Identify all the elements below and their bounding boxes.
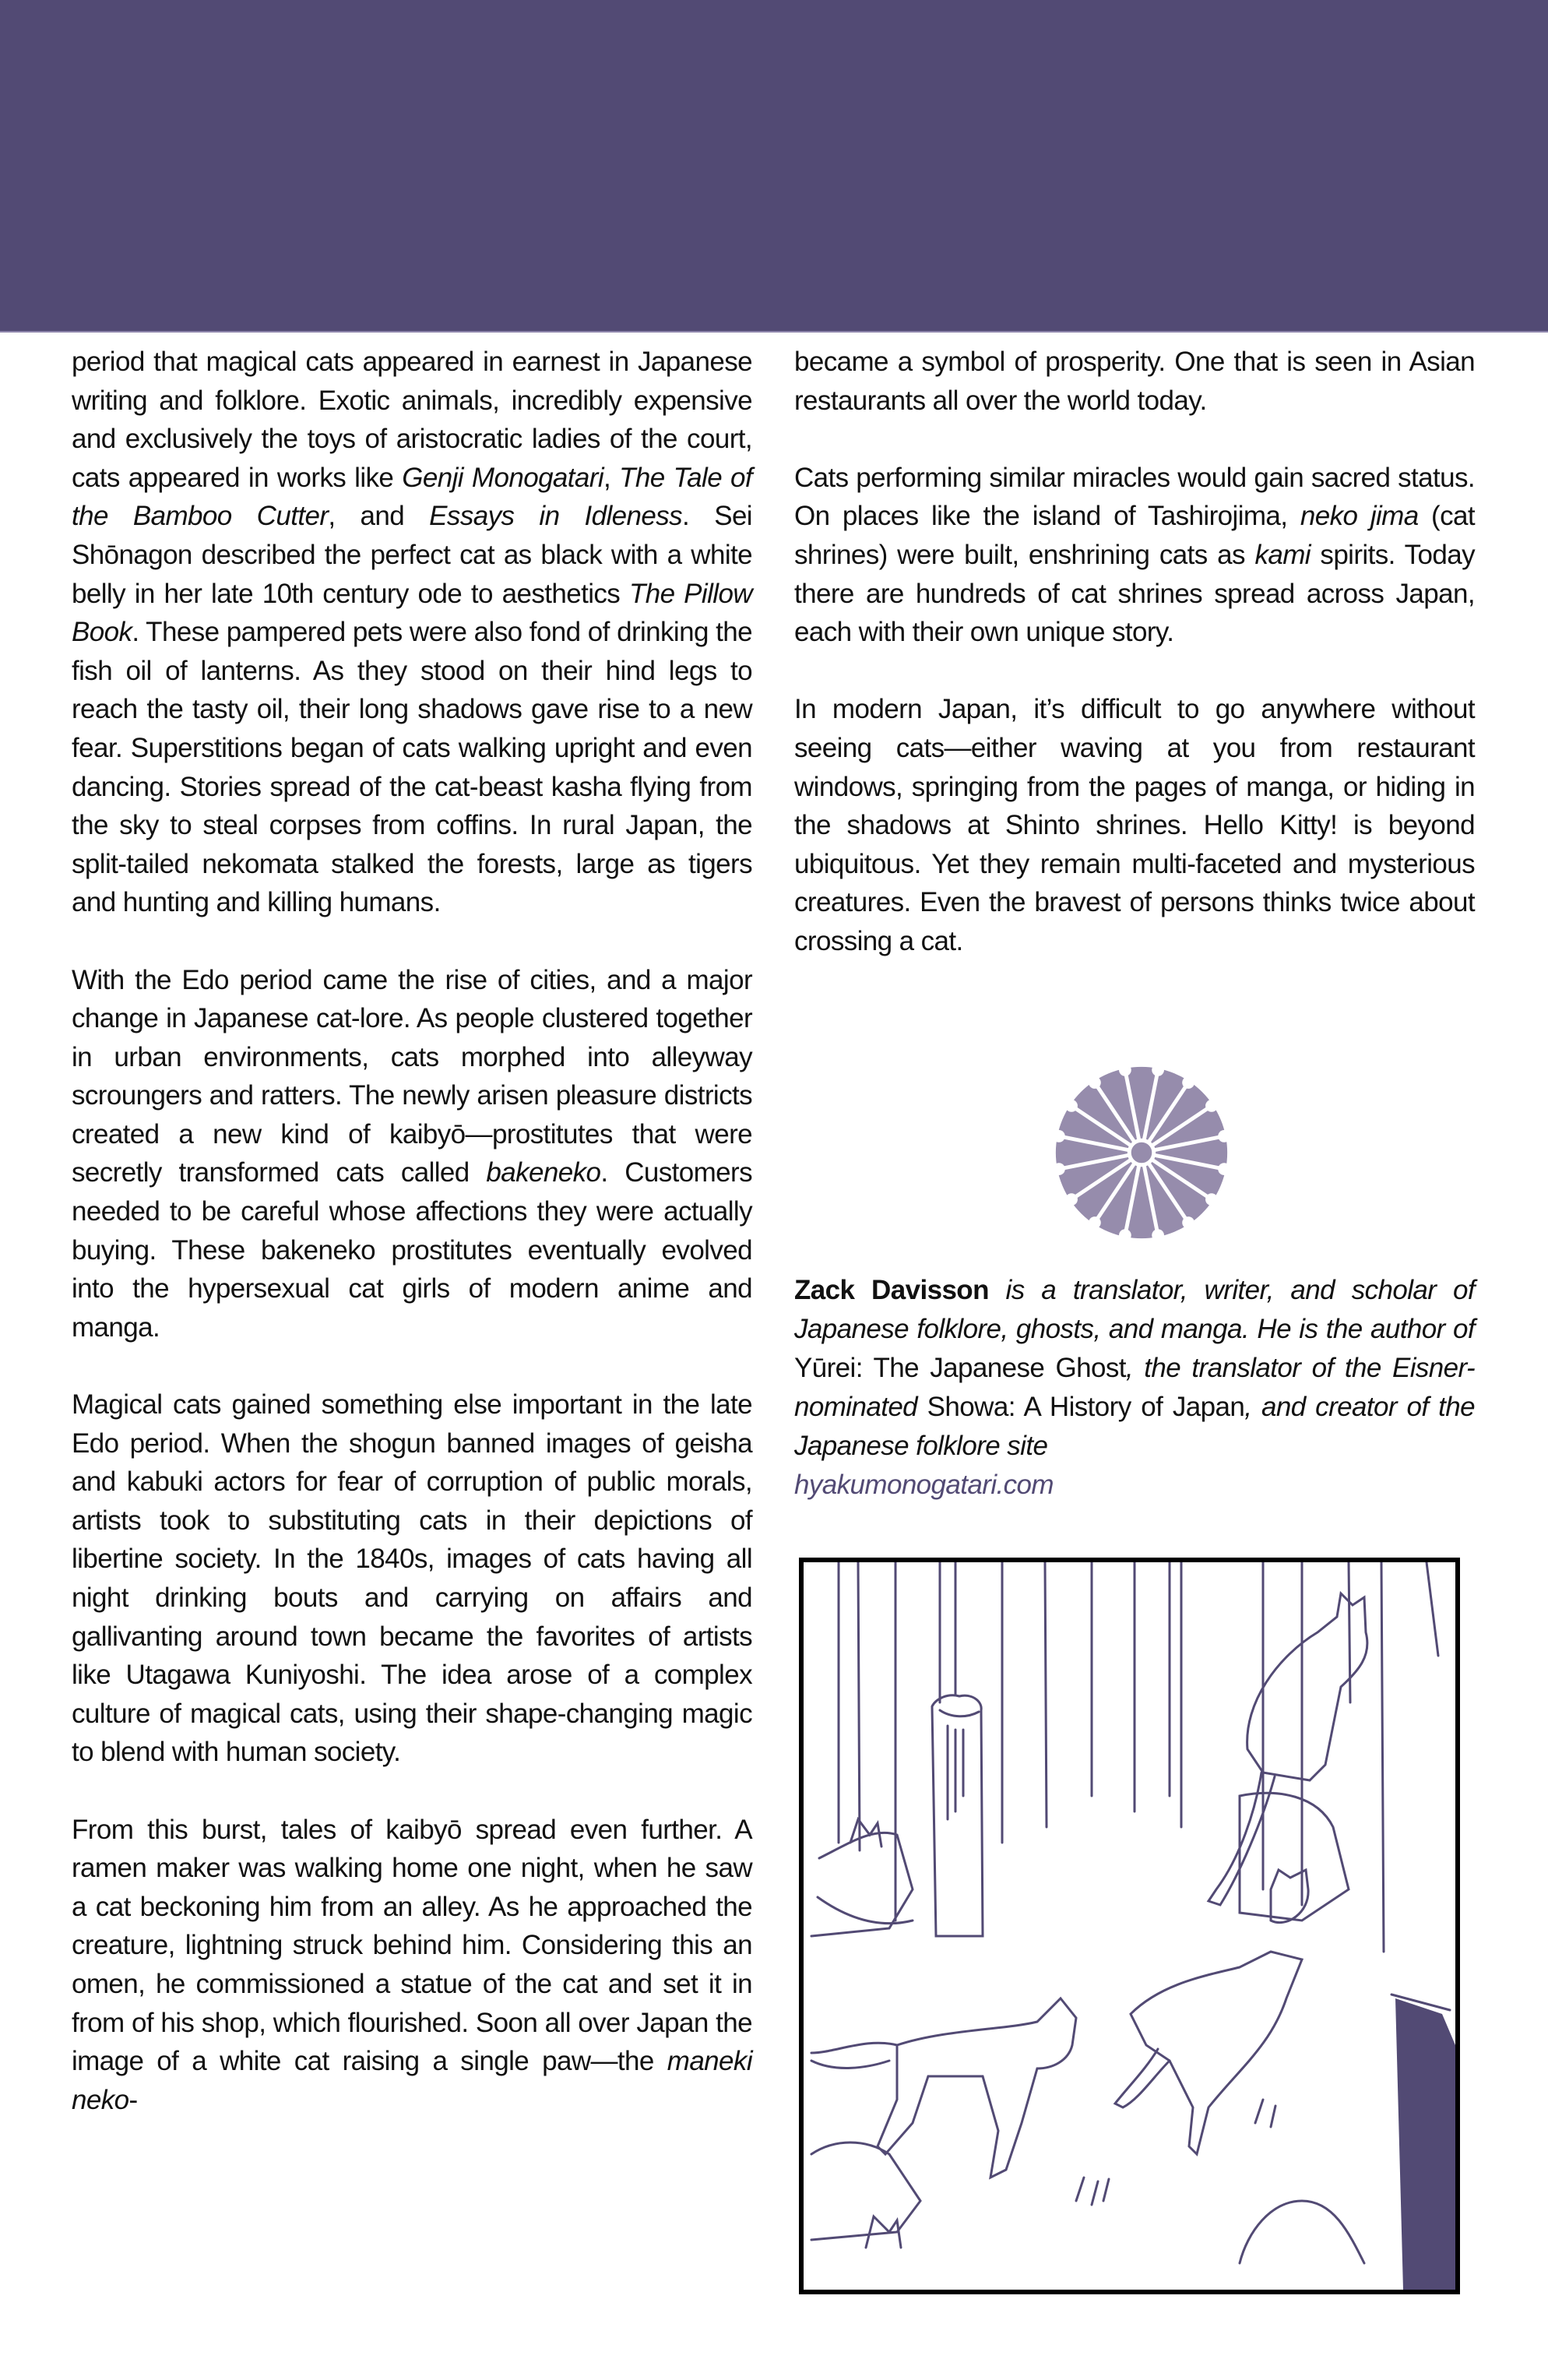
text-run: , (603, 462, 620, 493)
chrysanthemum-crest-icon (1050, 1061, 1233, 1245)
left-column (72, 343, 752, 2158)
author-bio (794, 1271, 1475, 1505)
italic-title: neko jima (1300, 501, 1419, 532)
author-name: Zack Davisson (794, 1275, 989, 1305)
paragraph (72, 343, 752, 922)
bio-text: , and creator of the Japanese folklore site (794, 1392, 1475, 1461)
text-run: (cat shrines) were built, enshrining cats as (794, 501, 1475, 570)
text-run: With the Edo period came the rise of cities, and a major change in Japanese cat-lore. As people clustered together in urban environments, cats morphed into alleyway scroungers and ratters. The newly arisen pleasure districts created a new kind of kaibyō—prostitutes that were secretly transformed cats called (72, 964, 752, 1188)
text-run: In modern Japan, it’s difficult to go anywhere without seeing cats—either waving at you from restaurant windows, springing from the pages of manga, or hiding in the shadows at Shinto shrines. Hello Kitty! is beyond ubiquitous. Yet they remain multi-faceted and mysterious creatures. Even the bravest of persons thinks twice about crossing a cat. (794, 694, 1475, 956)
paragraph (72, 961, 752, 1347)
cats-line-drawing (804, 1562, 1455, 2290)
text-run: spirits. Today there are hundreds of cat shrines spread across Japan, each with their own unique story. (794, 539, 1475, 648)
header-divider (0, 331, 1548, 333)
italic-title: Genji Monogatari (402, 462, 604, 493)
cats-illustration (799, 1558, 1460, 2294)
italic-title: maneki neko (72, 2046, 752, 2115)
text-run: . Sei Shōnagon described the perfect cat as black with a white belly in her late 10th century ode to aesthetics (72, 501, 752, 609)
text-run: became a symbol of prosperity. One that is seen in Asian restaurants all over the world today. (794, 347, 1475, 416)
book-title: Yūrei: The Japanese Ghost (794, 1353, 1126, 1383)
italic-title: The Pillow Book (72, 578, 752, 648)
italic-title: kami (1254, 539, 1311, 570)
header-band (0, 0, 1548, 331)
bio-text: is a translator, writer, and scholar of Japanese folklore, ghosts, and manga. He is the author of (794, 1275, 1475, 1344)
text-run: - (128, 2084, 138, 2115)
paragraph (794, 690, 1475, 960)
text-run: Cats performing similar miracles would gain sacred status. On places like the island of Tashirojima, (794, 462, 1475, 532)
paragraph (72, 1811, 752, 2120)
text-run: Magical cats gained something else important in the late Edo period. When the shogun banned images of geisha and kabuki actors for fear of corruption of public morals, artists took to substituting cats in their depictions of libertine society. In the 1840s, images of cats having all night drinking bouts and carrying on affairs and gallivanting around town became the favorites of artists like Utagawa Kuniyoshi. The idea arose of a complex culture of magical cats, using their shape-changing magic to blend with human society. (72, 1389, 752, 1768)
right-column (794, 343, 1475, 999)
text-run: . Customers needed to be careful whose affections they were actually buying. These bakeneko prostitutes eventually evolved into the hypersexual cat girls of modern anime and manga. (72, 1157, 753, 1343)
text-run: period that magical cats appeared in earnest in Japanese writing and folklore. Exotic animals, incredibly expensive and exclusively the toys of aristocratic ladies of the court, cats appeared in works like (72, 347, 752, 493)
italic-title: bakeneko (486, 1157, 601, 1188)
text-run: , and (328, 501, 430, 532)
paragraph (794, 343, 1475, 420)
website-link[interactable]: hyakumonogatari.com (794, 1470, 1054, 1500)
paragraph (794, 459, 1475, 652)
italic-title: The Tale of the Bamboo Cutter (72, 462, 753, 532)
bio-text: , the translator of the Eisner-nominated (794, 1353, 1476, 1422)
italic-title: Essays in Idleness (429, 501, 683, 532)
text-run: From this burst, tales of kaibyō spread even further. A ramen maker was walking home one night, when he saw a cat beckoning him from an alley. As he approached the creature, lightning struck behind him. Considering this an omen, he commissioned a statue of the cat and set it in from of his shop, which flourished. Soon all over Japan the image of a white cat raising a single paw—the (72, 1814, 752, 2077)
book-title: Showa: A History of Japan (927, 1392, 1245, 1422)
text-run: . These pampered pets were also fond of drinking the fish oil of lanterns. As they stood on their hind legs to reach the tasty oil, their long shadows gave rise to a new fear. Superstitions began of cats walking upright and even dancing. Stories spread of the cat-beast kasha flying from the sky to steal corpses from coffins. In rural Japan, the split-tailed nekomata stalked the forests, large as tigers and hunting and killing humans. (72, 617, 752, 918)
paragraph (72, 1385, 752, 1772)
